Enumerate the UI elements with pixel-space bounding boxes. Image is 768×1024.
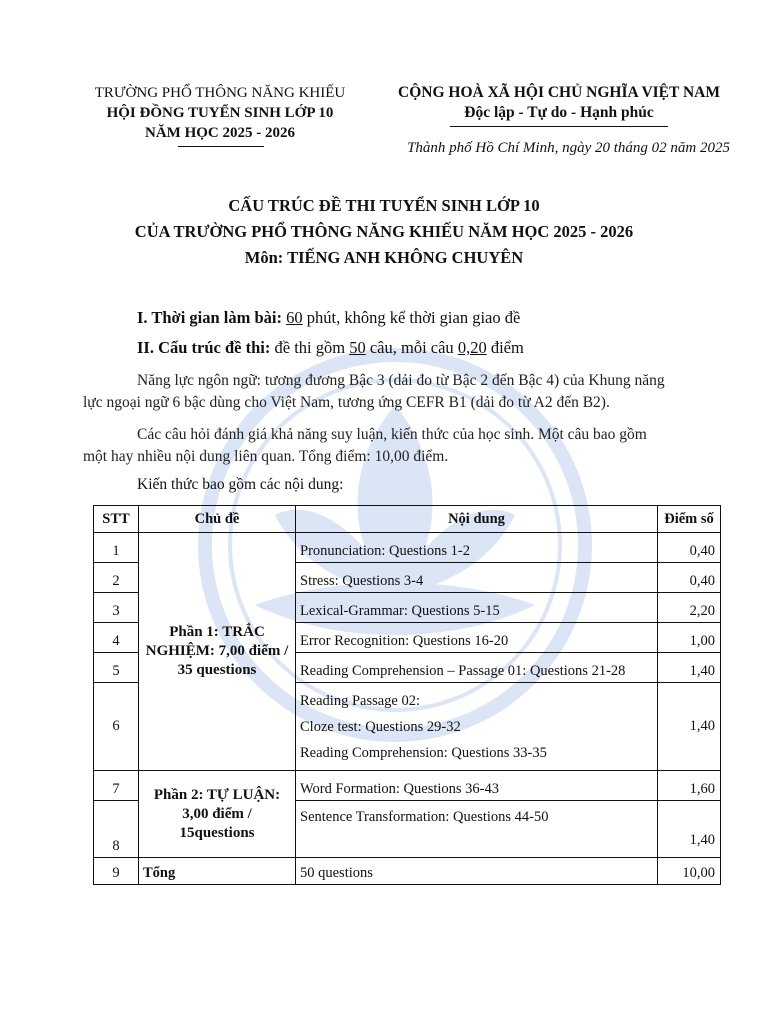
question-count: 50 <box>349 338 366 357</box>
row-content-line: Reading Comprehension: Questions 33-35 <box>300 744 547 761</box>
school-name: TRƯỜNG PHỔ THÔNG NĂNG KHIẾU <box>94 85 346 101</box>
row-stt: 4 <box>94 623 139 653</box>
header-topic: Chủ đề <box>139 506 296 533</box>
total-score: 10,00 <box>658 858 721 885</box>
issuer-block <box>70 83 370 143</box>
row-content: Word Formation: Questions 36-43 <box>296 771 658 801</box>
doc-title-line1: CẤU TRÚC ĐỀ THI TUYỂN SINH LỚP 10 <box>228 196 540 215</box>
section-time-rest: phút, không kể thời gian giao đề <box>302 308 521 327</box>
country-name: CỘNG HOÀ XÃ HỘI CHỦ NGHĨA VIỆT NAM <box>398 84 720 101</box>
part2-topic <box>139 771 296 858</box>
section-time-label: I. Thời gian làm bài: <box>137 308 282 327</box>
structure-text-post: điểm <box>486 338 524 357</box>
motto-underline <box>450 126 668 127</box>
national-motto-block <box>378 83 740 123</box>
part1-label: Phần 1: TRẮC NGHIỆM: 7,00 điểm / 35 questions <box>145 624 289 678</box>
row-score: 2,20 <box>658 593 721 623</box>
points-per-question: 0,20 <box>457 338 487 357</box>
section-structure-label: II. Cấu trúc đề thi: <box>137 338 271 357</box>
row-content <box>296 683 658 771</box>
row-content-line: Cloze test: Questions 29-32 <box>300 718 461 735</box>
para1-line2: lực ngoại ngữ 6 bậc dùng cho Việt Nam, tương ứng CEFR B1 (dải đo từ A2 đến B2). <box>83 394 610 411</box>
council-name: HỘI ĐỒNG TUYỂN SINH LỚP 10 <box>106 105 334 121</box>
section-time <box>137 308 520 328</box>
row-score: 0,40 <box>658 533 721 563</box>
doc-subject: Môn: TIẾNG ANH KHÔNG CHUYÊN <box>244 248 524 267</box>
motto: Độc lập - Tự do - Hạnh phúc <box>464 104 654 121</box>
issue-date: Thành phố Hồ Chí Minh, ngày 20 tháng 02 năm 2025 <box>407 140 730 156</box>
table-row-total <box>94 858 721 885</box>
row-score: 1,40 <box>658 653 721 683</box>
section-structure <box>137 338 524 358</box>
exam-minutes: 60 <box>286 308 303 327</box>
row-stt: 1 <box>94 533 139 563</box>
row-content: Lexical-Grammar: Questions 5-15 <box>296 593 658 623</box>
row-score: 0,40 <box>658 563 721 593</box>
row-stt: 7 <box>94 771 139 801</box>
row-content: Stress: Questions 3-4 <box>296 563 658 593</box>
row-content: Reading Comprehension – Passage 01: Questions 21-28 <box>296 653 658 683</box>
header-stt: STT <box>94 506 139 533</box>
row-stt: 8 <box>94 801 139 858</box>
header-content: Nội dung <box>296 506 658 533</box>
doc-title-line2: CỦA TRƯỜNG PHỔ THÔNG NĂNG KHIẾU NĂM HỌC 2025 - 2026 <box>134 222 634 241</box>
row-score: 1,00 <box>658 623 721 653</box>
row-content: Pronunciation: Questions 1-2 <box>296 533 658 563</box>
issuer-underline <box>178 146 264 147</box>
exam-structure-table <box>93 505 721 885</box>
structure-text-mid: câu, mỗi câu <box>365 338 458 357</box>
row-content: Error Recognition: Questions 16-20 <box>296 623 658 653</box>
structure-text-pre: đề thi gồm <box>270 338 350 357</box>
part2-label: Phần 2: TỰ LUẬN: 3,00 điểm / 15questions <box>153 786 281 841</box>
row-score: 1,40 <box>658 801 721 858</box>
para2-line1: Các câu hỏi đánh giá khả năng suy luận, kiến thức của học sinh. Một câu bao gồm <box>137 426 647 443</box>
table-row <box>94 771 721 801</box>
assessment-paragraph <box>83 424 723 468</box>
row-score: 1,40 <box>658 683 721 771</box>
row-stt: 3 <box>94 593 139 623</box>
row-stt: 2 <box>94 563 139 593</box>
table-header-row <box>94 506 721 533</box>
knowledge-intro: Kiến thức bao gồm các nội dung: <box>137 476 344 493</box>
para2-line2: một hay nhiều nội dung liên quan. Tổng điểm: 10,00 điểm. <box>83 448 449 465</box>
para1-line1: Năng lực ngôn ngữ: tương đương Bậc 3 (dải đo từ Bậc 2 đến Bậc 4) của Khung năng <box>137 372 665 389</box>
part1-topic <box>139 533 296 771</box>
school-year: NĂM HỌC 2025 - 2026 <box>145 125 295 141</box>
row-content-line: Reading Passage 02: <box>300 692 421 709</box>
row-score: 1,60 <box>658 771 721 801</box>
row-stt: 5 <box>94 653 139 683</box>
language-level-paragraph <box>83 370 723 414</box>
row-content: 50 questions <box>296 858 658 885</box>
row-stt: 9 <box>94 858 139 885</box>
total-label: Tổng <box>139 858 296 885</box>
row-stt: 6 <box>94 683 139 771</box>
table-row <box>94 533 721 563</box>
header-score: Điểm số <box>658 506 721 533</box>
row-content: Sentence Transformation: Questions 44-50 <box>296 801 658 858</box>
